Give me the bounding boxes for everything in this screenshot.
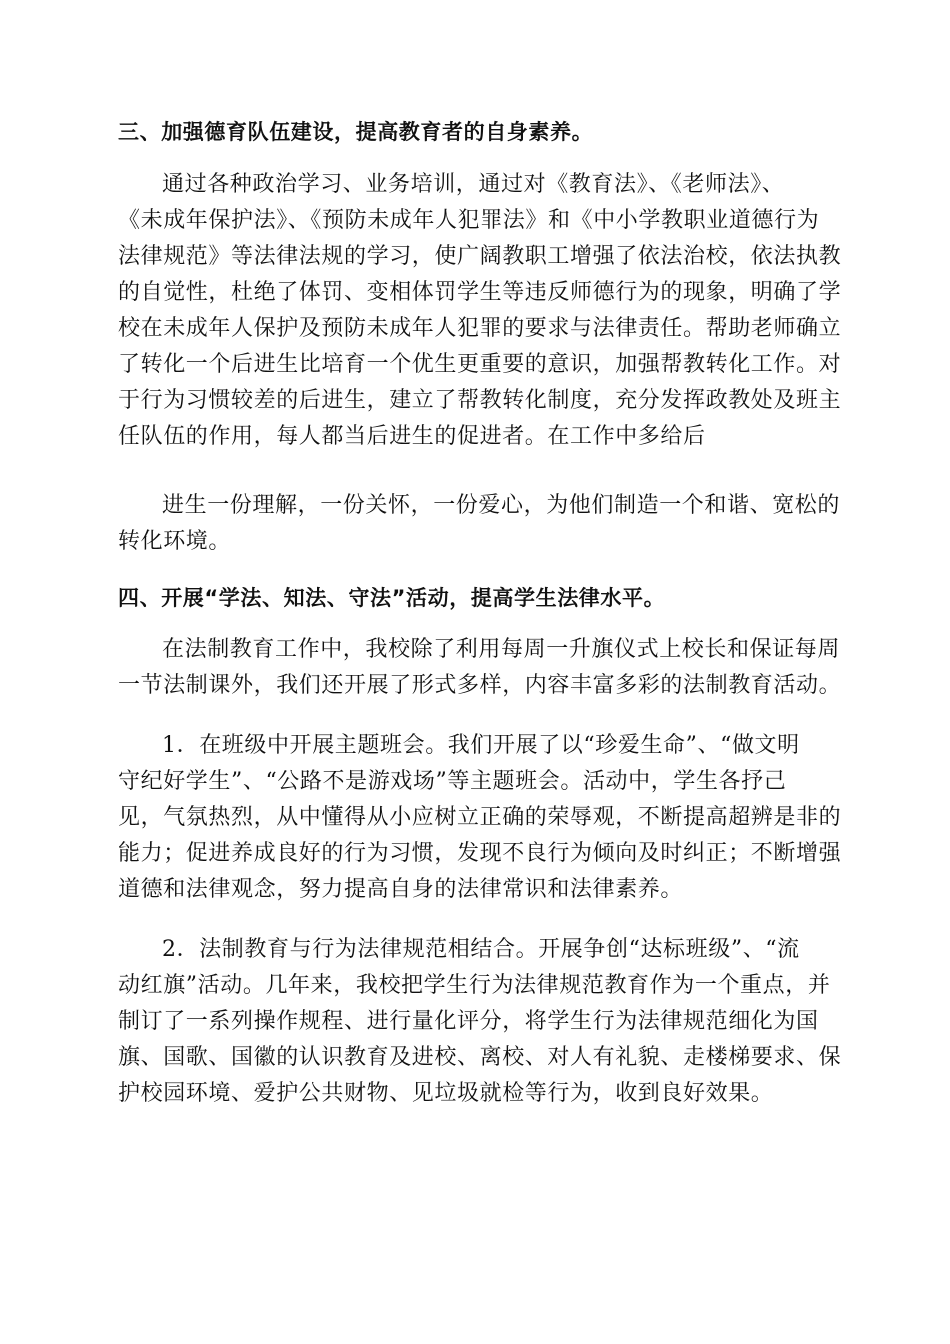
paragraph-line: 的自觉性，杜绝了体罚、变相体罚学生等违反师德行为的现象，明确了学 <box>118 280 842 305</box>
section-4-heading: 四、开展“学法、知法、守法”活动，提高学生法律水平。 <box>118 586 666 610</box>
paragraph-line: 校在未成年人保护及预防未成年人犯罪的要求与法律责任。帮助老师确立 <box>118 316 842 341</box>
paragraph-line: 《未成年保护法》、《预防未成年人犯罪法》和《中小学教职业道德行为 <box>118 208 820 233</box>
paragraph-line: 于行为习惯较差的后进生，建立了帮教转化制度，充分发挥政教处及班主 <box>118 388 842 413</box>
paragraph-line: 在法制教育工作中，我校除了利用每周一升旗仪式上校长和保证每周 <box>162 637 841 662</box>
list-item-line: 见，气氛热烈，从中懂得从小应树立正确的荣辱观，不断提高超辨是非的 <box>118 805 842 830</box>
list-item-line: 1．在班级中开展主题班会。我们开展了以“珍爱生命”、“做文明 <box>162 733 800 758</box>
list-item-line: 动红旗”活动。几年来，我校把学生行为法律规范教育作为一个重点，并 <box>118 973 831 998</box>
paragraph-line: 法律规范》等法律法规的学习，使广阔教职工增强了依法治校，依法执教 <box>118 244 842 269</box>
paragraph-line: 进生一份理解，一份关怀，一份爱心，为他们制造一个和谐、宽松的 <box>162 493 841 518</box>
list-item-line: 旗、国歌、国徽的认识教育及进校、离校、对人有礼貌、走楼梯要求、保 <box>118 1045 842 1070</box>
paragraph-line: 通过各种政治学习、业务培训，通过对《教育法》、《老师法》、 <box>162 172 785 197</box>
list-item-line: 2．法制教育与行为法律规范相结合。开展争创“达标班级”、“流 <box>162 937 800 962</box>
list-item-line: 守纪好学生”、“公路不是游戏场”等主题班会。活动中，学生各抒己 <box>118 769 787 794</box>
paragraph-line: 任队伍的作用，每人都当后进生的促进者。在工作中多给后 <box>118 424 706 449</box>
paragraph-line: 了转化一个后进生比培育一个优生更重要的意识，加强帮教转化工作。对 <box>118 352 842 377</box>
paragraph-line: 转化环境。 <box>118 529 232 554</box>
list-item-line: 护校园环境、爱护公共财物、见垃圾就检等行为，收到良好效果。 <box>118 1081 774 1106</box>
list-item-line: 制订了一系列操作规程、进行量化评分，将学生行为法律规范细化为国 <box>118 1009 819 1034</box>
list-item-line: 能力；促进养成良好的行为习惯，发现不良行为倾向及时纠正；不断增强 <box>118 841 842 866</box>
section-3-heading: 三、加强德育队伍建设，提高教育者的自身素养。 <box>118 120 594 144</box>
paragraph-line: 一节法制课外，我们还开展了形式多样，内容丰富多彩的法制教育活动。 <box>118 673 842 698</box>
list-item-line: 道德和法律观念，努力提高自身的法律常识和法律素养。 <box>118 877 684 902</box>
